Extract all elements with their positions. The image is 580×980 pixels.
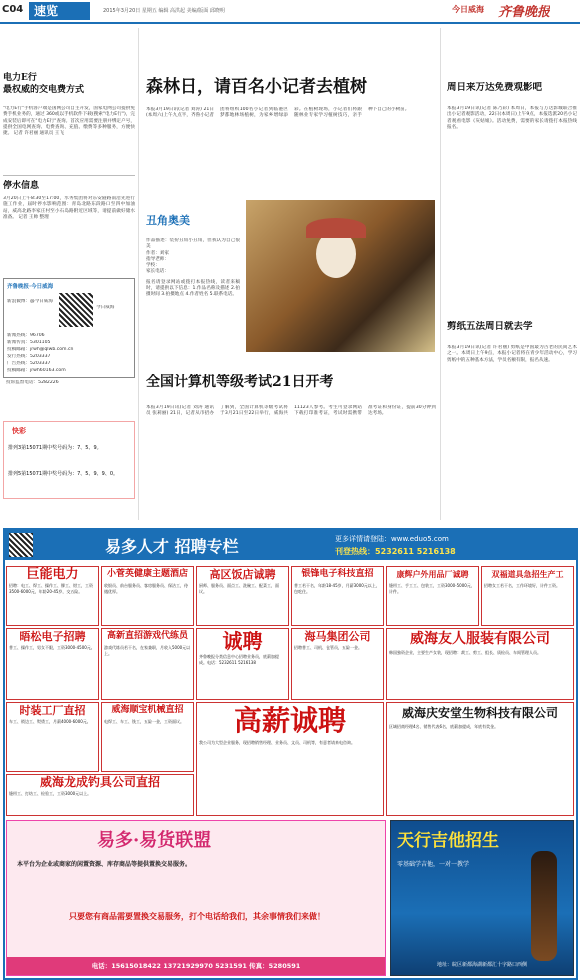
divider xyxy=(3,175,135,176)
clown-photo xyxy=(246,200,435,352)
dateline: 2015年3月20日 星期五 编辑 高洪起 美编/版面 邱晓明 xyxy=(103,8,225,14)
article-tree-body: 本报3月19日讯(记者 刘涛) 21日(本周六)上午九点半，齐鲁小记者团将组织100名小记者到临港区梦都地林场植树，为家乡增绿添彩。在植树现场，小记者们将跟随林业专家学习植树技巧，亲手种下自己的小树苗。 xyxy=(146,107,410,119)
col-rule xyxy=(138,28,139,520)
article-water-title: 停水信息 xyxy=(3,181,40,191)
recruit-banner: 易多人才 招聘专栏 更多详情请登陆：www.eduo5.com 刊登热线：5232611 5216138 xyxy=(5,530,576,560)
ad-chengpin: 诚聘 齐鲁晚报分类信息中心招聘业务员，底薪加提成。电话：5232611 5216138 xyxy=(196,628,289,700)
article-water-body: 3月20日上午8:30至17:00，水务集团将对东安隧路南沿先进行施工作业，届时停水影响范围：青岛北路东段路口至四中加油站，威高北路李家庄村至小石岛路附近区域等，请提前做好储水准备。 记者 王帅 整理 xyxy=(3,196,135,220)
ad-shunbao: 威海顺宝机械直招 电焊工、车工、铣工，五险一金，工资面议。 xyxy=(101,702,194,772)
header-rule xyxy=(0,22,580,24)
article-exam-body: 本报3月19日讯(记者 刘涛 通讯员 张莉丽) 21日，记者从市招办了解到，全国计算机等级考试将于3月21日至22日举行，威海共11123人参考。考生可登录网站下载打印准考证，考试时需携带准考证和身份证，提前30分钟到达考场。 xyxy=(146,405,436,417)
headline-movie: 周日来万达免费观影吧 xyxy=(447,82,543,93)
ad-fashion: 时装工厂直招 车工、锁边工、熨烫工，月薪4000-6000元。 xyxy=(6,702,99,772)
photo-caption: 作品描述：装扮丑角小丑角，但我认为自己很美 作者：刘家 指导老师： 学校： 家长电话： 报名请登录网站或拨打本报热线，读者来稿时，请提供以下信息：1.作品名称及描述 2.拍摄时间 3.拍摄地点 4.作者姓名 5.联系电话。 xyxy=(146,238,240,298)
ad-qingantang: 威海庆安堂生物科技有限公司 区域招商经理4名、销售代表6名，底薪加提成，年底有奖金。 xyxy=(386,702,574,816)
qr-code xyxy=(9,533,33,557)
ad-yiduo-barter: 易多·易货联盟 本平台为企业或商家的闲置资源、库存商品等提供置换交易服务。 只要您有商品需要置换交易服务，打个电话给我们，其余事情我们来做！ 电话：15615018422 13721929970 5231591 传真：5280591 xyxy=(6,820,386,976)
article-movie-body: 本报3月19日讯(记者 陈乃彩) 本周日，本报与万达影城联合推出小记者观影活动，22日(本周日)上午9点，本报选派20名小记者观看电影《灰姑娘》。活动免费，需要的家长请拨打本报热线报名。 xyxy=(447,106,577,130)
lottery-box: 快彩 排列3第15071期中奖号码为：7、5、9。 排列5第15071期中奖号码为：7、5、9、9、0。 xyxy=(3,421,135,499)
ad-longcheng: 威海龙成钓具公司直招 缝纫工、打结工、检验工，工资3000元以上。 xyxy=(6,774,194,816)
qr-code xyxy=(59,293,93,327)
guitar-icon xyxy=(531,851,557,961)
ad-restaurant: 高区饭店诚聘 厨师、服务员、面点工、洗碗工、配菜工，面议。 xyxy=(196,566,289,626)
article-dianli-body: "电力E行"手机客户端是国网公司自主开发，国家电网公司提供免费手机业务的，通过 360或以手机软件下载(搜索"电力E行")，完成安装后即可在"电力E行"查询。首次应用需要注册并绑定户号，提供全国电网查询、电费查询、充值、缴费等多种服务，方便快捷。 记者 许君丽 通讯员 王飞 xyxy=(3,106,135,137)
ad-juneng: 巨能电力 招聘：电工、焊工、操作工、铆工、钳工，工资3500-6000元，年龄20-45岁，交五险。 xyxy=(6,566,99,626)
contact-box: 齐鲁晚报·今日威海 新浪微博：@今日威海 今日威海 新闻热线：96706 新闻传真：5301105 投稿邮箱：jrwh@qlwb.com.cn 发行热线：5203337 广告热线：5203337 投稿邮箱：jrwh60163.com xyxy=(3,278,135,378)
ad-gaoxin: 高薪诚聘 我公司为大型企业服务，现招聘销售经理、业务员、文员、司机等，有意者请来电咨询。 xyxy=(196,702,384,816)
ad-guitar: 天行吉他招生 零基础学吉他，一对一教学 地址：皖区新都海湖新都汇十字路口西侧 xyxy=(390,820,574,976)
article-papercut-body: 本报3月19日讯(记者 许君丽) 剪纸是中国最为古老的民间艺术之一。本周日上午9点，本报小记者将在青少年活动中心，学习剪纸中的五种基本方法，学员名额有限，报名从速。 xyxy=(447,345,577,363)
ad-haima: 海马集团公司 招聘普工、司机、仓管员，五险一金。 xyxy=(291,628,384,700)
page-header xyxy=(0,0,580,22)
logo-qilu: 齐鲁晚报 xyxy=(498,5,551,20)
ad-wusong: 晤松电子招聘 普工、操作工，男女不限，工资3000-4500元。 xyxy=(6,628,99,700)
ad-hotel: 小菅英健康主题酒店 收银员、前台服务员、客房服务员、保洁工，待遇优厚。 xyxy=(101,566,194,626)
headline-exam: 全国计算机等级考试21日开考 xyxy=(146,374,334,390)
ad-youren: 威海友人服装有限公司 韩国独资企业，主要生产女装，现招聘：裁工、剪工、组长、质检员、车间管理人员。 xyxy=(386,628,574,700)
article-dianli-title: 电力E行 最权威的交电费方式 xyxy=(3,73,85,95)
ad-game: 高新直招游戏代练员 游戏代练员若干名，在家兼职，月收入5000元以上。 xyxy=(101,628,194,700)
logo-jinriweihai: 今日威海 xyxy=(452,5,484,14)
ad-yinfeng: 银锋电子科技直招 普工若干名，年龄18-45岁，月薪3000元以上，包吃住。 xyxy=(291,566,384,626)
section-tag: 速览 xyxy=(28,2,90,20)
ad-shuangfu: 双福道具急招生产工 招聘女工若干名，工作环境好，计件工资。 xyxy=(481,566,574,626)
photo-title: 丑角奥美 xyxy=(146,214,190,227)
page-number: C04 xyxy=(2,4,24,15)
ad-kanghui: 康辉户外用品厂诚聘 缝纫工、手工工、包装工，工资3000-5000元，计件。 xyxy=(386,566,479,626)
headline-papercut: 剪纸五法周日就去学 xyxy=(447,321,533,332)
headline-tree: 森林日，请百名小记者去植树 xyxy=(146,77,367,97)
col-rule xyxy=(440,28,441,520)
